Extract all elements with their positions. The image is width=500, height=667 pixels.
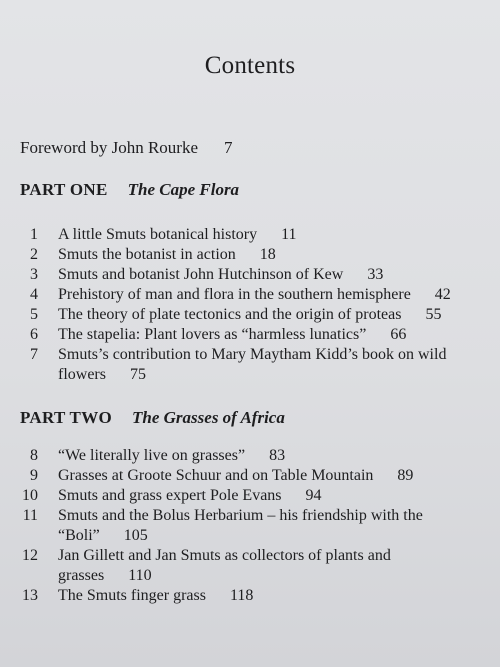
- toc-entry: [0, 486, 500, 506]
- entry-page: 75: [129, 366, 146, 383]
- entry-number: 10: [22, 487, 38, 504]
- entry-page: 18: [259, 246, 276, 263]
- entry-number: 8: [30, 447, 38, 464]
- entry-title: The stapelia: Plant lovers as “harmless lunatics”: [58, 326, 367, 343]
- toc-entry: [0, 245, 500, 265]
- entry-page: 66: [390, 326, 407, 343]
- part-one-subtitle: The Cape Flora: [127, 180, 240, 199]
- entry-page: 110: [128, 567, 152, 584]
- entry-title: Smuts’s contribution to Mary Maytham Kidd’s book on wild: [58, 346, 447, 363]
- entry-page: 55: [425, 306, 442, 323]
- toc-entry: [0, 225, 500, 245]
- entry-title: Smuts and the Bolus Herbarium – his friendship with the: [58, 507, 423, 524]
- entry-title: Smuts and grass expert Pole Evans: [58, 487, 282, 504]
- toc-entry: [0, 446, 500, 466]
- entry-page: 42: [434, 286, 451, 303]
- toc-entry: [0, 325, 500, 345]
- entry-number: 1: [30, 226, 38, 243]
- entry-title-continued: grasses: [58, 567, 105, 584]
- entry-page: 105: [123, 527, 148, 544]
- toc-entry: [0, 506, 500, 546]
- toc-entry: [0, 586, 500, 606]
- toc-entry: [0, 345, 500, 385]
- entry-title: “We literally live on grasses”: [58, 447, 246, 464]
- foreword-text: Foreword by John Rourke: [20, 138, 199, 157]
- page-title: Contents: [204, 52, 296, 79]
- toc-entry: [0, 265, 500, 285]
- part-two-label: PART TWO: [20, 408, 113, 427]
- foreword-page: 7: [224, 138, 233, 157]
- entry-page: 11: [281, 226, 297, 243]
- entry-number: 2: [30, 246, 38, 263]
- part-two-subtitle: The Grasses of Africa: [132, 408, 285, 427]
- entry-title-continued: flowers: [58, 366, 106, 383]
- part-one-heading: [20, 180, 239, 200]
- entry-number: 9: [30, 467, 38, 484]
- toc-entry: [0, 305, 500, 325]
- entry-number: 12: [22, 547, 38, 564]
- foreword-entry: [20, 138, 233, 158]
- entry-number: 5: [30, 306, 38, 323]
- entry-title: The Smuts finger grass: [58, 587, 206, 604]
- entry-number: 7: [30, 346, 38, 363]
- entry-title: Smuts the botanist in action: [58, 246, 236, 263]
- entry-title: The theory of plate tectonics and the origin of proteas: [58, 306, 402, 323]
- entry-number: 3: [30, 266, 38, 283]
- entry-title: Prehistory of man and flora in the southern hemisphere: [58, 286, 411, 303]
- entry-page: 83: [269, 447, 286, 464]
- part-two-entries: [0, 446, 500, 606]
- toc-entry: [0, 285, 500, 305]
- part-one-entries: [0, 225, 500, 385]
- toc-entry: [0, 546, 500, 586]
- entry-number: 4: [30, 286, 38, 303]
- toc-entry: [0, 466, 500, 486]
- part-one-label: PART ONE: [20, 180, 108, 199]
- entry-title: Smuts and botanist John Hutchinson of Kew: [58, 266, 344, 283]
- entry-title: A little Smuts botanical history: [58, 226, 258, 243]
- entry-title: Jan Gillett and Jan Smuts as collectors of plants and: [58, 547, 391, 564]
- entry-number: 13: [22, 587, 38, 604]
- entry-title: Grasses at Groote Schuur and on Table Mountain: [58, 467, 374, 484]
- entry-number: 11: [22, 507, 38, 524]
- entry-page: 94: [305, 487, 322, 504]
- entry-page: 89: [397, 467, 414, 484]
- entry-page: 118: [229, 587, 254, 604]
- entry-number: 6: [30, 326, 38, 343]
- part-two-heading: [20, 408, 285, 428]
- entry-page: 33: [367, 266, 384, 283]
- entry-title-continued: “Boli”: [58, 527, 100, 544]
